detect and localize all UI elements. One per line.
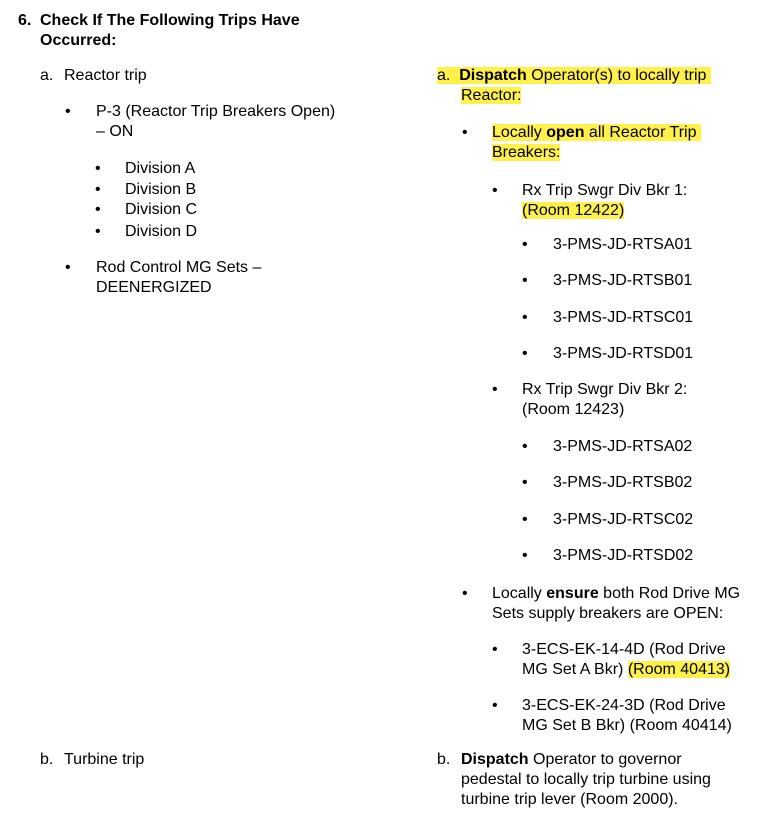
right-b-line1-rest: Operator to governor <box>528 751 682 768</box>
bullet <box>492 181 498 201</box>
bullet <box>65 258 71 278</box>
division-c: Division C <box>125 201 198 218</box>
breaker-rtsa02: 3-PMS-JD-RTSA02 <box>553 438 693 455</box>
breaker-rtsa01: 3-PMS-JD-RTSA01 <box>553 236 693 253</box>
locally-suffix: all Reactor Trip <box>584 124 697 141</box>
locally-open-line1 <box>492 123 701 143</box>
left-a-marker: a. <box>40 67 54 84</box>
bullet <box>95 200 101 220</box>
bullet <box>65 102 71 122</box>
bullet <box>522 344 528 364</box>
ensure-line2: Sets supply breakers are OPEN: <box>492 605 724 622</box>
rod-control-line2: DEENERGIZED <box>96 279 212 296</box>
bullet <box>462 584 468 604</box>
locally-prefix: Locally <box>492 124 547 141</box>
breaker-rtsb01: 3-PMS-JD-RTSB01 <box>553 272 693 289</box>
bullet <box>492 380 498 400</box>
bullet <box>522 510 528 530</box>
mg-b-line2: MG Set B Bkr) (Room 40414) <box>522 717 732 734</box>
right-b-dispatch: Dispatch <box>461 751 529 768</box>
bullet <box>522 473 528 493</box>
left-b-marker: b. <box>40 751 54 768</box>
bullet <box>95 222 101 242</box>
right-a-text1: Operator(s) to locally trip <box>526 67 707 84</box>
right-b-marker: b. <box>437 751 451 768</box>
p3-line1: P-3 (Reactor Trip Breakers Open) <box>96 103 336 120</box>
breaker-rtsb02: 3-PMS-JD-RTSB02 <box>553 474 693 491</box>
mg-a-line1: 3-ECS-EK-14-4D (Rod Drive <box>522 641 726 658</box>
left-b-label: Turbine trip <box>64 751 145 768</box>
breaker-rtsc01: 3-PMS-JD-RTSC01 <box>553 309 694 326</box>
mg-a-room: (Room 40413) <box>627 661 731 678</box>
bullet <box>95 159 101 179</box>
bullet <box>522 437 528 457</box>
div2-label: Rx Trip Swgr Div Bkr 2: <box>522 381 688 398</box>
breaker-rtsd01: 3-PMS-JD-RTSD01 <box>553 345 694 362</box>
mg-b-line1: 3-ECS-EK-24-3D (Rod Drive <box>522 697 726 714</box>
ensure-prefix: Locally <box>492 585 547 602</box>
step-number: 6. <box>18 12 32 29</box>
right-b-line2: pedestal to locally trip turbine using <box>461 771 711 788</box>
dispatch-word: Dispatch <box>459 67 527 84</box>
breaker-rtsd02: 3-PMS-JD-RTSD02 <box>553 547 694 564</box>
step-title-line1: Check If The Following Trips Have <box>40 12 300 29</box>
div1-room: (Room 12422) <box>522 202 625 219</box>
right-a-marker: a. <box>437 67 451 84</box>
bullet <box>95 180 101 200</box>
bullet <box>462 123 468 143</box>
division-a: Division A <box>125 160 196 177</box>
bullet <box>522 235 528 255</box>
right-a-line1 <box>437 66 711 86</box>
bullet <box>522 271 528 291</box>
bullet <box>492 696 498 716</box>
ensure-suffix: both Rod Drive MG <box>598 585 741 602</box>
div1-room-line <box>522 201 624 221</box>
rod-control-line1: Rod Control MG Sets – <box>96 259 262 276</box>
bullet <box>522 308 528 328</box>
p3-line2: – ON <box>96 123 134 140</box>
bullet <box>492 640 498 660</box>
div2-room: (Room 12423) <box>522 401 625 418</box>
div1-label: Rx Trip Swgr Div Bkr 1: <box>522 182 688 199</box>
right-b-line3: turbine trip lever (Room 2000). <box>461 791 678 808</box>
mg-a-line2 <box>522 660 730 680</box>
division-b: Division B <box>125 181 197 198</box>
division-d: Division D <box>125 223 198 240</box>
open-word: open <box>546 124 585 141</box>
left-a-label: Reactor trip <box>64 67 147 84</box>
right-a-line2 <box>461 86 521 106</box>
locally-line2: Breakers: <box>492 144 561 161</box>
right-b-line1 <box>461 750 682 770</box>
ensure-word: ensure <box>546 585 599 602</box>
bullet <box>522 546 528 566</box>
right-a-text2: Reactor: <box>461 87 522 104</box>
mg-a-text: MG Set A Bkr) <box>522 661 628 678</box>
ensure-line1 <box>492 584 740 604</box>
locally-open-line2 <box>492 143 560 163</box>
breaker-rtsc02: 3-PMS-JD-RTSC02 <box>553 511 694 528</box>
step-title-line2: Occurred: <box>40 32 117 49</box>
